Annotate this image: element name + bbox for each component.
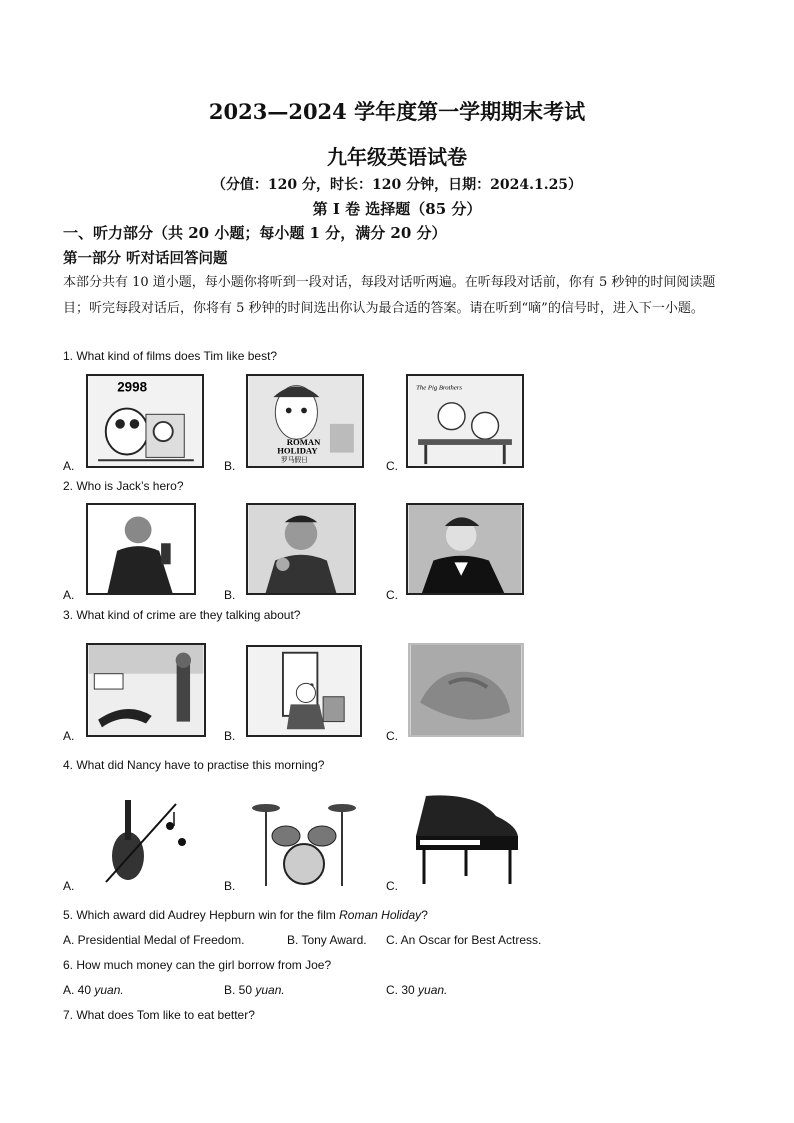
question-4: 4. What did Nancy have to practise this morning?: [63, 758, 325, 772]
volume-heading: 第 I 卷 选择题（85 分）: [312, 200, 482, 218]
instructions: 本部分共有 10 道小题，每小题你将听到一段对话，每段对话听两遍。在听每段对话前，你有 5 秒钟的时间阅读题目；听完每段对话后，你将有 5 秒钟的时间选出你认为最合适的答案。请在听到“嘀”的信号时，进入下一小题。: [63, 275, 716, 316]
q3-picture-a: [86, 643, 206, 737]
q1a-label: 2998: [117, 379, 148, 395]
q1-option-c: C.: [386, 459, 398, 473]
q2-option-c: C.: [386, 588, 398, 602]
question-5-end: ?: [421, 908, 428, 922]
q1-option-b: B.: [224, 459, 236, 473]
q6-option-b: B. 50 yuan.: [224, 983, 285, 997]
q3-option-a: A.: [63, 729, 75, 743]
q2-option-b: B.: [224, 588, 236, 602]
question-7: 7. What does Tom like to eat better?: [63, 1008, 255, 1022]
q2-picture-c: [406, 503, 524, 595]
q4-option-b: B.: [224, 879, 236, 893]
q3-option-b: B.: [224, 729, 236, 743]
q2-picture-b: [246, 503, 356, 595]
part-heading: 第一部分 听对话回答问题: [63, 250, 228, 267]
q2-option-a: A.: [63, 588, 75, 602]
q4-picture-a: [86, 792, 204, 890]
q1b-label-2: HOLIDAY: [277, 445, 318, 456]
q1c-label: The Pig Brothers: [416, 384, 462, 392]
q6-option-a: A. 40 yuan.: [63, 983, 124, 997]
q2-picture-a: [86, 503, 196, 595]
exam-info: （分值：120 分，时长：120 分钟，日期：2024.1.25）: [211, 177, 583, 193]
exam-title: 2023—2024 学年度第一学期期末考试: [208, 99, 586, 124]
q1-option-a: A.: [63, 459, 75, 473]
q1-picture-a: [86, 374, 204, 468]
question-5-text: 5. Which award did Audrey Hepburn win for the film: [63, 908, 340, 922]
q5-option-c: C. An Oscar for Best Actress.: [386, 933, 542, 947]
exam-subtitle: 九年级英语试卷: [327, 145, 467, 169]
q3-picture-c: [408, 643, 524, 737]
q5-option-b: B. Tony Award.: [287, 933, 367, 947]
question-1: 1. What kind of films does Tim like best?: [63, 349, 278, 363]
q5-option-a: A. Presidential Medal of Freedom.: [63, 933, 245, 947]
q3-option-c: C.: [386, 729, 398, 743]
q4-picture-b: [246, 794, 362, 890]
question-2: 2. Who is Jack’s hero?: [63, 479, 184, 493]
question-6: 6. How much money can the girl borrow from Joe?: [63, 958, 332, 972]
question-5-film: Roman Holiday: [339, 908, 422, 922]
q3-picture-b: [246, 645, 362, 737]
q1b-label-3: 罗马假日: [281, 456, 308, 465]
question-3: 3. What kind of crime are they talking about?: [63, 608, 301, 622]
q4-option-c: C.: [386, 879, 398, 893]
q1-picture-b: [246, 374, 364, 468]
q6-option-c: C. 30 yuan.: [386, 983, 448, 997]
section-heading: 一、听力部分（共 20 小题；每小题 1 分，满分 20 分）: [63, 224, 447, 242]
q4-picture-c: [406, 786, 526, 890]
q4-option-a: A.: [63, 879, 75, 893]
question-5: [63, 908, 428, 922]
q1b-label-1: ROMAN: [286, 436, 321, 447]
q1-picture-c: [406, 374, 524, 468]
